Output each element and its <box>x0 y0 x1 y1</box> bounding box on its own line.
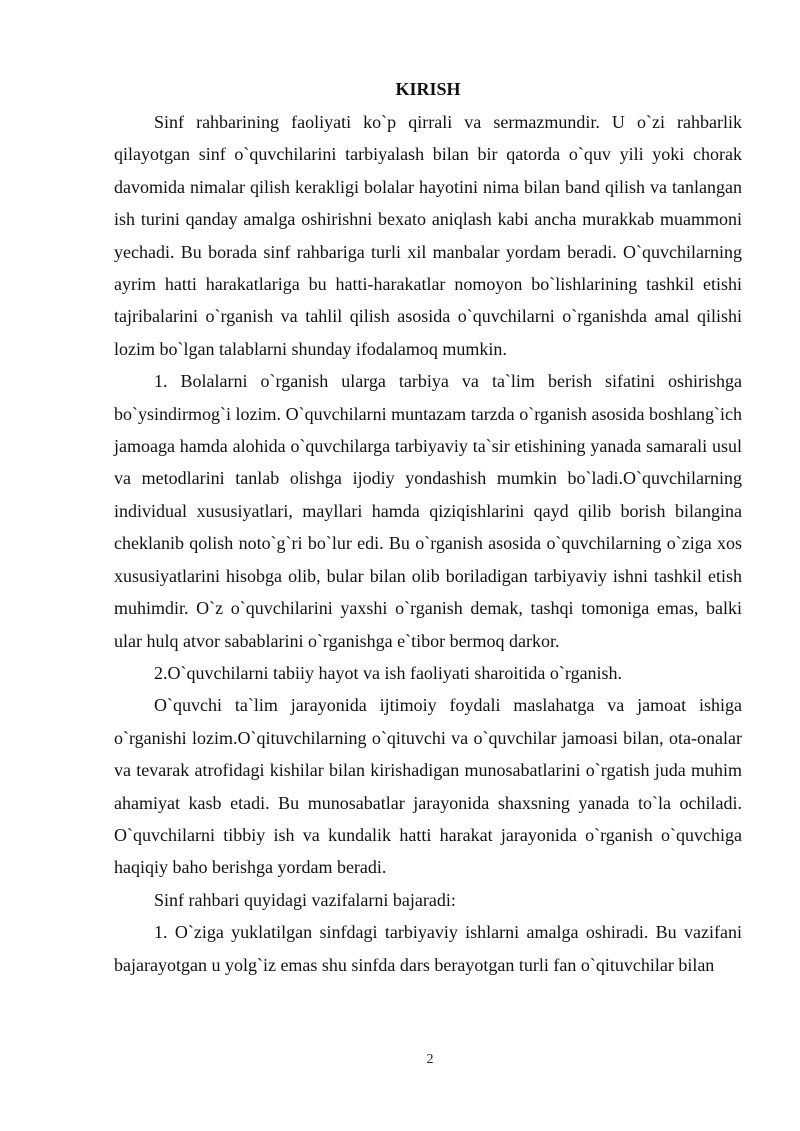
paragraph-duties-heading: Sinf rahbari quyidagi vazifalarni bajaradi: <box>154 889 456 910</box>
paragraph-intro: Sinf rahbarining faoliyati ko`p qirrali va sermazmundir. U o`zi rahbarlik qilayotgan sinf o`quvchilarini tarbiyalash bilan bir qatorda o`quv yili yoki chorak davomida nimalar qilish kerakligi bolalar hayotini nima bilan band qilish va tanlangan ish turini qanday amalga oshirishni bexato aniqlash kabi ancha murakkab muammoni yechadi. Bu borada sinf rahbariga turli xil manbalar yordam beradi. O`quvchilarning ayrim hatti harakatlariga bu hatti-harakatlar nomoyon bo`lishlarining tashkil etishi tajribalarini o`rganish va tahlil qilish asosida o`quvchilarni o`rganishda amal qilishi lozim bo`lgan talablarni shunday ifodalamoq mumkin. <box>114 112 742 359</box>
paragraph-point-1: 1. Bolalarni o`rganish ularga tarbiya va ta`lim berish sifatini oshirishga bo`ysindirmog`i lozim. O`quvchilarni muntazam tarzda o`rganish asosida boshlang`ich jamoaga hamda alohida o`quvchilarga tarbiyaviy ta`sir etishining yanada samarali usul va metodlarini tanlab olishga ijodiy yondashish mumkin bo`ladi.O`quvchilarning individual xususiyatlari, mayllari hamda qiziqishlarini qayd qilib borish bilangina cheklanib qolish noto`g`ri bo`lur edi. Bu o`rganish asosida o`quvchilarning o`ziga xos xususiyatlarini hisobga olib, bular bilan olib boriladigan tarbiyaviy ishni tashkil etish muhimdir. O`z o`quvchilarini yaxshi o`rganish demak, tashqi tomoniga emas, balki ular hulq atvor sabablarini o`rganishga e`tibor bermoq darkor. <box>114 371 742 651</box>
page-number: 2 <box>426 1052 434 1067</box>
document-page <box>114 72 742 981</box>
document-title: KIRISH <box>395 79 461 99</box>
paragraph-duty-1: 1. O`ziga yuklatilgan sinfdagi tarbiyaviy ishlarni amalga oshiradi. Bu vazifani bajarayotgan u yolg`iz emas shu sinfda dars berayotgan turli fan o`qituvchilar bilan <box>114 922 742 975</box>
paragraph-learning: O`quvchi ta`lim jarayonida ijtimoiy foydali maslahatga va jamoat ishiga o`rganishi lozim.O`qituvchilarning o`qituvchi va o`quvchilar jamoasi bilan, ota-onalar va tevarak atrofidagi kishilar bilan kirishadigan munosabatlarini o`rgatish juda muhim ahamiyat kasb etadi. Bu munosabatlar jarayonida shaxsning yanada to`la ochiladi. O`quvchilarni tibbiy ish va kundalik hatti harakat jarayonida o`rganish o`quvchiga haqiqiy baho berishga yordam beradi. <box>114 695 742 878</box>
paragraph-point-2: 2.O`quvchilarni tabiiy hayot va ish faoliyati sharoitida o`rganish. <box>154 662 623 683</box>
